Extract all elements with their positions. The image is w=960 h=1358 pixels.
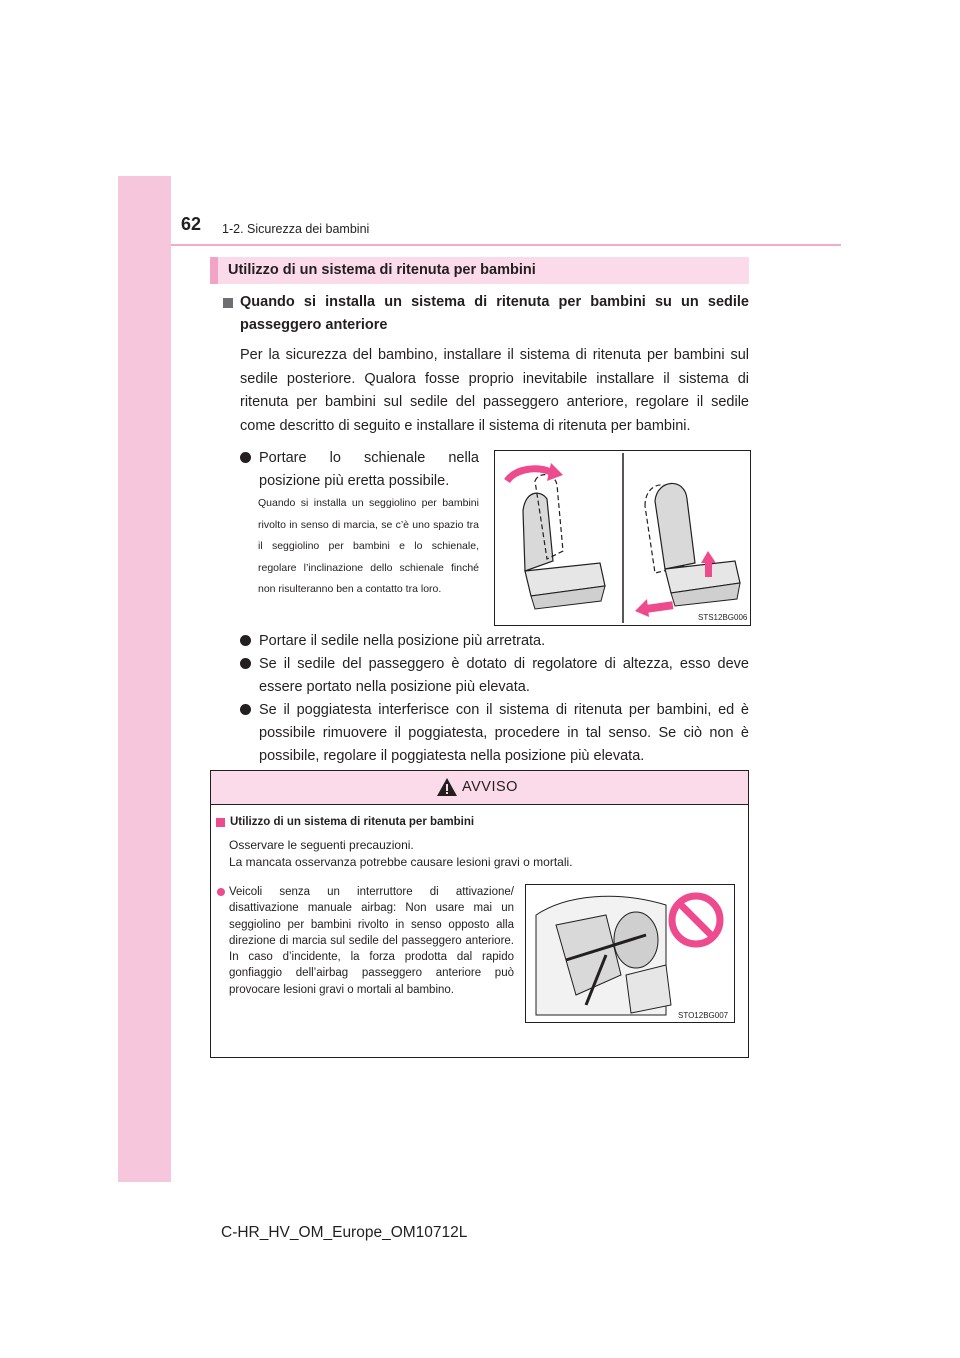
rear-facing-seat-prohibited-icon [526,885,734,1022]
warning-subheading [216,816,474,828]
airbag-warning-figure [525,884,735,1023]
warning-bullet-text: Veicoli senza un interruttore di attivazione/ disattivazione manuale airbag: Non usare mai un seggiolino per bambini rivolto in senso opposto alla direzione di marcia sul sedile del passeggero anteriore. In caso d’incidente, la forza prodotta dal rapido gonfiaggio dell’airbag passeggero anteriore può provocare lesioni gravi o mortali al bambino. [229,886,514,996]
bullet-text: Se il poggiatesta interferisce con il sistema di ritenuta per bambini, ed è possibile rimuovere il poggiatesta, procedere in tal senso. Se ciò non è possibile, regolare il poggiatesta nella posizione più elevata. [259,702,749,764]
bullet-text: Portare il sedile nella posizione più arretrata. [259,633,546,649]
figure-code: STS12BG006 [698,613,748,622]
bullet-item-3 [240,653,749,699]
warning-box [210,770,749,1058]
square-bullet-icon [223,298,233,308]
intro-paragraph: Per la sicurezza del bambino, installare il sistema di ritenuta per bambini sul sedile posteriore. Qualora fosse proprio inevitabile installare il sistema di ritenuta per bambini sul sedile del passeggero anteriore, regolare il sedile come descritto di seguito e installare il sistema di ritenuta per bambini. [240,347,749,434]
square-bullet-icon [216,818,225,827]
bullet-item-2 [240,630,749,653]
subheading-text: Quando si installa un sistema di ritenuta per bambini su un sedile passeggero anteriore [240,294,749,333]
section-title: Utilizzo di un sistema di ritenuta per bambini [228,262,536,278]
chapter-title: 1-2. Sicurezza dei bambini [222,222,370,236]
bullet-item-4 [240,699,749,768]
figure-code: STO12BG007 [678,1011,729,1020]
warning-subheading-text: Utilizzo di un sistema di ritenuta per bambini [230,816,475,828]
seat-illustration-icon [495,451,750,625]
bullet-dot-icon [240,704,251,715]
bullet-text: Se il sedile del passeggero è dotato di regolatore di altezza, esso deve essere portato nella posizione più elevata. [259,656,749,695]
bullet-item-1 [240,447,479,493]
bullet-dot-icon [217,888,225,896]
bullet-dot-icon [240,635,251,646]
bullet-text: Portare lo schienale nella posizione più eretta possibile. [259,450,479,489]
header-divider [171,244,841,246]
warning-text-line: La mancata osservanza potrebbe causare lesioni gravi o mortali. [229,854,573,869]
warning-text-line: Osservare le seguenti precauzioni. [229,838,414,852]
warning-bullet [217,884,514,998]
warning-text [229,837,573,870]
bullet-note: Quando si installa un seggiolino per bambini rivolto in senso di marcia, se c’è uno spazio tra il seggiolino per bambini e lo schienale, regolare l’inclinazione dello schienale finché non risulteranno ben a contatto tra loro. [258,497,479,595]
section-title-bar [210,257,749,284]
subheading [223,291,749,337]
warning-triangle-icon [436,777,458,797]
bullet-dot-icon [240,452,251,463]
page-number: 62 [181,214,202,234]
warning-header [211,771,748,805]
seat-adjustment-figure [494,450,751,626]
document-footer: C-HR_HV_OM_Europe_OM10712L [221,1224,468,1241]
chapter-sidebar-tab [118,176,171,1182]
bullet-dot-icon [240,658,251,669]
warning-title: AVVISO [462,779,518,795]
